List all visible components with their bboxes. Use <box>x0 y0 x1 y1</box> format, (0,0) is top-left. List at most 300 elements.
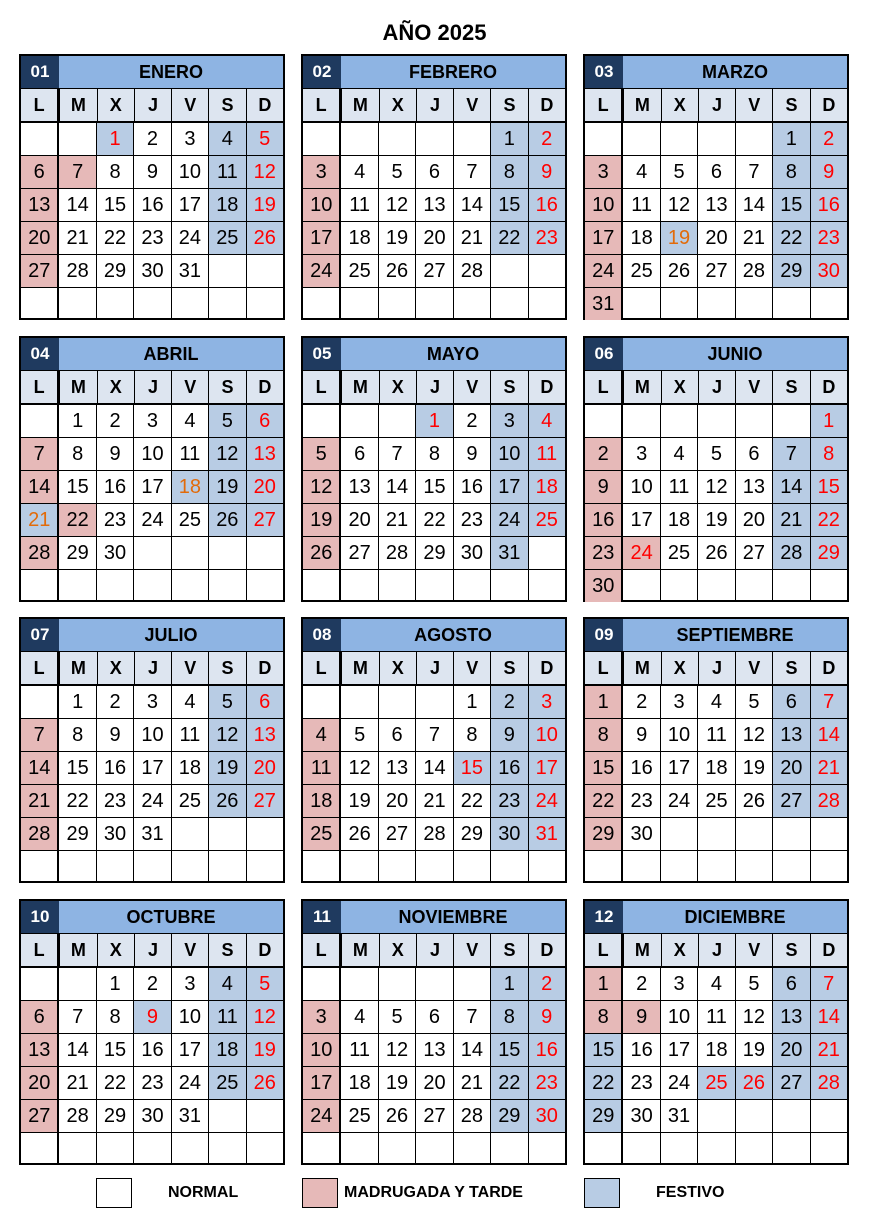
month-header <box>21 56 283 89</box>
empty-day-cell <box>59 122 95 155</box>
day-cell: 14 <box>59 1033 95 1066</box>
day-cell: 24 <box>303 1099 341 1132</box>
empty-day-cell <box>246 254 283 287</box>
day-cell: 3 <box>171 967 208 1000</box>
day-cell: 31 <box>585 287 623 320</box>
day-cell: 15 <box>490 1033 527 1066</box>
day-cell: 29 <box>59 817 95 850</box>
empty-day-cell <box>415 569 452 602</box>
day-cell: 5 <box>208 404 245 437</box>
weekday-header-row <box>303 652 565 685</box>
empty-day-cell <box>341 850 377 883</box>
day-cell: 11 <box>208 155 245 188</box>
empty-day-cell <box>246 569 283 602</box>
day-cell: 4 <box>341 155 377 188</box>
day-cell: 1 <box>490 967 527 1000</box>
day-cell: 4 <box>660 437 697 470</box>
empty-day-cell <box>171 287 208 320</box>
month-header <box>303 338 565 371</box>
empty-day-cell <box>341 685 377 718</box>
day-cell: 5 <box>697 437 734 470</box>
empty-day-cell <box>528 569 565 602</box>
day-cell: 25 <box>341 1099 377 1132</box>
day-cell: 7 <box>415 718 452 751</box>
empty-day-cell <box>623 850 659 883</box>
day-cell: 27 <box>246 503 283 536</box>
day-cell: 13 <box>415 1033 452 1066</box>
day-cell: 19 <box>378 221 415 254</box>
empty-day-cell <box>303 850 341 883</box>
empty-day-cell <box>490 254 527 287</box>
month-abril <box>19 336 285 602</box>
month-number: 05 <box>303 338 341 370</box>
empty-day-cell <box>528 254 565 287</box>
day-cell: 15 <box>810 470 847 503</box>
day-cell: 12 <box>208 718 245 751</box>
day-cell: 4 <box>171 404 208 437</box>
empty-day-cell <box>453 1132 490 1165</box>
weekday-label: L <box>21 89 59 121</box>
month-name: NOVIEMBRE <box>341 901 565 933</box>
day-cell: 20 <box>246 470 283 503</box>
day-cell: 2 <box>623 685 659 718</box>
page-title: AÑO 2025 <box>382 20 487 45</box>
day-cell: 5 <box>378 1000 415 1033</box>
day-cell: 7 <box>59 155 95 188</box>
day-cell: 5 <box>735 967 772 1000</box>
empty-day-cell <box>246 536 283 569</box>
legend-festivo-swatch <box>584 1178 620 1208</box>
day-cell: 10 <box>490 437 527 470</box>
empty-day-cell <box>528 536 565 569</box>
weekday-label: L <box>585 934 623 966</box>
week-row <box>21 817 283 850</box>
week-row <box>585 967 847 1000</box>
day-cell: 20 <box>772 1033 809 1066</box>
day-cell: 15 <box>490 188 527 221</box>
day-cell: 3 <box>660 967 697 1000</box>
week-row <box>21 503 283 536</box>
month-header <box>585 901 847 934</box>
weekday-label: S <box>772 371 809 403</box>
weekday-header-row <box>585 652 847 685</box>
day-cell: 9 <box>528 155 565 188</box>
week-row <box>21 967 283 1000</box>
empty-day-cell <box>697 1132 734 1165</box>
empty-day-cell <box>378 1132 415 1165</box>
day-cell: 4 <box>341 1000 377 1033</box>
empty-day-cell <box>21 1132 59 1165</box>
weekday-label: S <box>490 371 527 403</box>
empty-day-cell <box>453 569 490 602</box>
weekday-label: J <box>698 371 735 403</box>
day-cell: 19 <box>246 188 283 221</box>
week-row <box>21 404 283 437</box>
day-cell: 6 <box>341 437 377 470</box>
weekday-label: L <box>303 652 341 684</box>
day-cell: 12 <box>660 188 697 221</box>
day-cell: 30 <box>528 1099 565 1132</box>
day-cell: 21 <box>772 503 809 536</box>
day-cell: 26 <box>341 817 377 850</box>
day-cell: 9 <box>585 470 623 503</box>
weekday-label: S <box>772 652 809 684</box>
day-cell: 25 <box>660 536 697 569</box>
empty-day-cell <box>810 850 847 883</box>
day-cell: 9 <box>96 437 133 470</box>
day-cell: 2 <box>585 437 623 470</box>
day-cell: 8 <box>585 1000 623 1033</box>
empty-day-cell <box>378 685 415 718</box>
week-row <box>585 718 847 751</box>
day-cell: 12 <box>208 437 245 470</box>
day-cell: 3 <box>490 404 527 437</box>
day-cell: 11 <box>208 1000 245 1033</box>
day-cell: 21 <box>453 221 490 254</box>
day-cell: 6 <box>415 1000 452 1033</box>
day-cell: 26 <box>378 1099 415 1132</box>
legend-normal-swatch <box>96 1178 132 1208</box>
empty-day-cell <box>585 850 623 883</box>
day-cell: 7 <box>21 718 59 751</box>
day-cell: 9 <box>96 718 133 751</box>
day-cell: 16 <box>453 470 490 503</box>
day-cell: 3 <box>133 404 170 437</box>
week-row <box>585 470 847 503</box>
empty-day-cell <box>378 967 415 1000</box>
day-cell: 30 <box>133 254 170 287</box>
day-cell: 21 <box>59 1066 95 1099</box>
day-cell: 4 <box>171 685 208 718</box>
day-cell: 22 <box>59 784 95 817</box>
day-cell: 18 <box>660 503 697 536</box>
weekday-label: S <box>208 934 245 966</box>
day-cell: 30 <box>133 1099 170 1132</box>
day-cell: 28 <box>810 784 847 817</box>
empty-day-cell <box>208 850 245 883</box>
empty-day-cell <box>208 569 245 602</box>
day-cell: 20 <box>341 503 377 536</box>
empty-day-cell <box>341 1132 377 1165</box>
month-name: MARZO <box>623 56 847 88</box>
day-cell: 26 <box>246 1066 283 1099</box>
day-cell: 8 <box>585 718 623 751</box>
day-cell: 4 <box>697 685 734 718</box>
week-row <box>585 287 847 320</box>
empty-day-cell <box>133 287 170 320</box>
empty-day-cell <box>21 404 59 437</box>
day-cell: 4 <box>303 718 341 751</box>
weekday-label: M <box>623 652 660 684</box>
day-cell: 5 <box>303 437 341 470</box>
empty-day-cell <box>623 1132 659 1165</box>
day-cell: 21 <box>415 784 452 817</box>
day-cell: 10 <box>171 1000 208 1033</box>
empty-day-cell <box>21 287 59 320</box>
empty-day-cell <box>735 1132 772 1165</box>
day-cell: 23 <box>623 784 659 817</box>
day-cell: 29 <box>453 817 490 850</box>
weekday-label: J <box>698 934 735 966</box>
day-cell: 23 <box>96 784 133 817</box>
day-cell: 28 <box>21 536 59 569</box>
day-cell: 15 <box>59 751 95 784</box>
day-cell: 7 <box>453 1000 490 1033</box>
month-name: FEBRERO <box>341 56 565 88</box>
day-cell: 18 <box>208 188 245 221</box>
empty-day-cell <box>415 1132 452 1165</box>
empty-day-cell <box>59 287 95 320</box>
week-row <box>21 850 283 883</box>
day-cell: 18 <box>208 1033 245 1066</box>
day-cell: 14 <box>810 1000 847 1033</box>
empty-day-cell <box>453 287 490 320</box>
weekday-label: M <box>341 89 378 121</box>
month-number: 06 <box>585 338 623 370</box>
week-row <box>585 569 847 602</box>
day-cell: 11 <box>660 470 697 503</box>
empty-day-cell <box>208 536 245 569</box>
week-row <box>585 1099 847 1132</box>
legend-festivo-label: FESTIVO <box>656 1184 725 1201</box>
day-cell: 3 <box>585 155 623 188</box>
day-cell: 18 <box>697 751 734 784</box>
week-row <box>21 470 283 503</box>
weekday-label: V <box>453 89 490 121</box>
weekday-label: S <box>772 934 809 966</box>
weekday-label: J <box>698 89 735 121</box>
day-cell: 14 <box>21 751 59 784</box>
week-row <box>303 1033 565 1066</box>
day-cell: 19 <box>341 784 377 817</box>
empty-day-cell <box>378 287 415 320</box>
empty-day-cell <box>171 850 208 883</box>
month-name: JUNIO <box>623 338 847 370</box>
empty-day-cell <box>378 569 415 602</box>
weekday-label: X <box>97 934 134 966</box>
day-cell: 28 <box>59 1099 95 1132</box>
month-number: 03 <box>585 56 623 88</box>
week-row <box>585 850 847 883</box>
day-cell: 11 <box>697 1000 734 1033</box>
day-cell: 12 <box>246 1000 283 1033</box>
empty-day-cell <box>490 287 527 320</box>
day-cell: 10 <box>133 718 170 751</box>
month-noviembre <box>301 899 567 1165</box>
empty-day-cell <box>303 685 341 718</box>
empty-day-cell <box>490 850 527 883</box>
day-cell: 5 <box>246 122 283 155</box>
day-cell: 26 <box>303 536 341 569</box>
day-cell: 13 <box>378 751 415 784</box>
weekday-label: X <box>379 371 416 403</box>
day-cell: 2 <box>490 685 527 718</box>
empty-day-cell <box>735 287 772 320</box>
day-cell: 12 <box>735 718 772 751</box>
day-cell: 11 <box>171 718 208 751</box>
day-cell: 21 <box>810 751 847 784</box>
month-number: 09 <box>585 619 623 651</box>
day-cell: 6 <box>246 685 283 718</box>
day-cell: 23 <box>133 221 170 254</box>
day-cell: 26 <box>735 784 772 817</box>
day-cell: 27 <box>772 784 809 817</box>
empty-day-cell <box>735 817 772 850</box>
empty-day-cell <box>772 850 809 883</box>
day-cell: 27 <box>415 254 452 287</box>
day-cell: 19 <box>246 1033 283 1066</box>
day-cell: 19 <box>697 503 734 536</box>
day-cell: 10 <box>528 718 565 751</box>
day-cell: 24 <box>490 503 527 536</box>
week-row <box>21 221 283 254</box>
day-cell: 24 <box>171 221 208 254</box>
day-cell: 18 <box>303 784 341 817</box>
month-marzo <box>583 54 849 320</box>
empty-day-cell <box>21 122 59 155</box>
empty-day-cell <box>171 569 208 602</box>
day-cell: 15 <box>772 188 809 221</box>
day-cell: 21 <box>21 503 59 536</box>
week-row <box>21 1099 283 1132</box>
week-row <box>303 1132 565 1165</box>
empty-day-cell <box>528 850 565 883</box>
month-number: 08 <box>303 619 341 651</box>
day-cell: 8 <box>59 437 95 470</box>
day-cell: 30 <box>96 536 133 569</box>
day-cell: 6 <box>772 967 809 1000</box>
weekday-label: J <box>134 934 171 966</box>
empty-day-cell <box>490 1132 527 1165</box>
day-cell: 30 <box>96 817 133 850</box>
empty-day-cell <box>810 1132 847 1165</box>
empty-day-cell <box>735 850 772 883</box>
day-cell: 12 <box>341 751 377 784</box>
weekday-label: V <box>171 652 208 684</box>
week-row <box>21 1066 283 1099</box>
empty-day-cell <box>660 122 697 155</box>
day-cell: 20 <box>772 751 809 784</box>
day-cell: 11 <box>528 437 565 470</box>
month-header <box>585 56 847 89</box>
weekday-label: V <box>171 371 208 403</box>
weekday-label: V <box>735 652 772 684</box>
empty-day-cell <box>96 850 133 883</box>
day-cell: 6 <box>21 155 59 188</box>
day-cell: 9 <box>810 155 847 188</box>
day-cell: 9 <box>490 718 527 751</box>
weekday-label: M <box>59 934 96 966</box>
empty-day-cell <box>415 685 452 718</box>
day-cell: 22 <box>490 1066 527 1099</box>
day-cell: 17 <box>133 470 170 503</box>
week-row <box>303 470 565 503</box>
empty-day-cell <box>303 287 341 320</box>
day-cell: 13 <box>415 188 452 221</box>
day-cell: 25 <box>341 254 377 287</box>
day-cell: 21 <box>810 1033 847 1066</box>
week-row <box>303 122 565 155</box>
day-cell: 19 <box>208 751 245 784</box>
week-row <box>303 718 565 751</box>
empty-day-cell <box>772 1099 809 1132</box>
month-name: DICIEMBRE <box>623 901 847 933</box>
week-row <box>585 536 847 569</box>
day-cell: 18 <box>528 470 565 503</box>
day-cell: 27 <box>21 1099 59 1132</box>
weekday-label: S <box>490 89 527 121</box>
week-row <box>21 718 283 751</box>
day-cell: 1 <box>59 404 95 437</box>
weekday-label: X <box>379 89 416 121</box>
day-cell: 20 <box>697 221 734 254</box>
empty-day-cell <box>246 817 283 850</box>
empty-day-cell <box>415 967 452 1000</box>
week-row <box>585 1066 847 1099</box>
legend-madrugada-swatch <box>302 1178 338 1208</box>
empty-day-cell <box>415 850 452 883</box>
day-cell: 8 <box>772 155 809 188</box>
weekday-label: M <box>341 652 378 684</box>
month-header <box>303 901 565 934</box>
empty-day-cell <box>59 1132 95 1165</box>
weekday-label: V <box>453 934 490 966</box>
week-row <box>21 536 283 569</box>
day-cell: 27 <box>341 536 377 569</box>
month-septiembre <box>583 617 849 883</box>
day-cell: 13 <box>341 470 377 503</box>
day-cell: 16 <box>810 188 847 221</box>
week-row <box>585 155 847 188</box>
empty-day-cell <box>528 1132 565 1165</box>
empty-day-cell <box>21 967 59 1000</box>
weekday-label: M <box>623 934 660 966</box>
month-header <box>21 619 283 652</box>
month-junio <box>583 336 849 602</box>
week-row <box>303 1099 565 1132</box>
day-cell: 10 <box>171 155 208 188</box>
day-cell: 29 <box>415 536 452 569</box>
day-cell: 4 <box>208 122 245 155</box>
day-cell: 1 <box>810 404 847 437</box>
day-cell: 23 <box>133 1066 170 1099</box>
day-cell: 24 <box>528 784 565 817</box>
weekday-label: D <box>810 89 847 121</box>
day-cell: 7 <box>453 155 490 188</box>
empty-day-cell <box>697 404 734 437</box>
day-cell: 13 <box>735 470 772 503</box>
day-cell: 10 <box>585 188 623 221</box>
day-cell: 6 <box>735 437 772 470</box>
day-cell: 15 <box>415 470 452 503</box>
day-cell: 24 <box>660 784 697 817</box>
weekday-label: M <box>59 89 96 121</box>
week-row <box>303 850 565 883</box>
week-row <box>21 1000 283 1033</box>
empty-day-cell <box>59 967 95 1000</box>
week-row <box>21 287 283 320</box>
weekday-label: V <box>735 934 772 966</box>
weekday-label: X <box>379 652 416 684</box>
empty-day-cell <box>341 404 377 437</box>
weekday-header-row <box>21 89 283 122</box>
empty-day-cell <box>772 817 809 850</box>
day-cell: 22 <box>772 221 809 254</box>
weekday-label: L <box>585 652 623 684</box>
weekday-label: J <box>416 89 453 121</box>
day-cell: 13 <box>246 718 283 751</box>
week-row <box>585 751 847 784</box>
